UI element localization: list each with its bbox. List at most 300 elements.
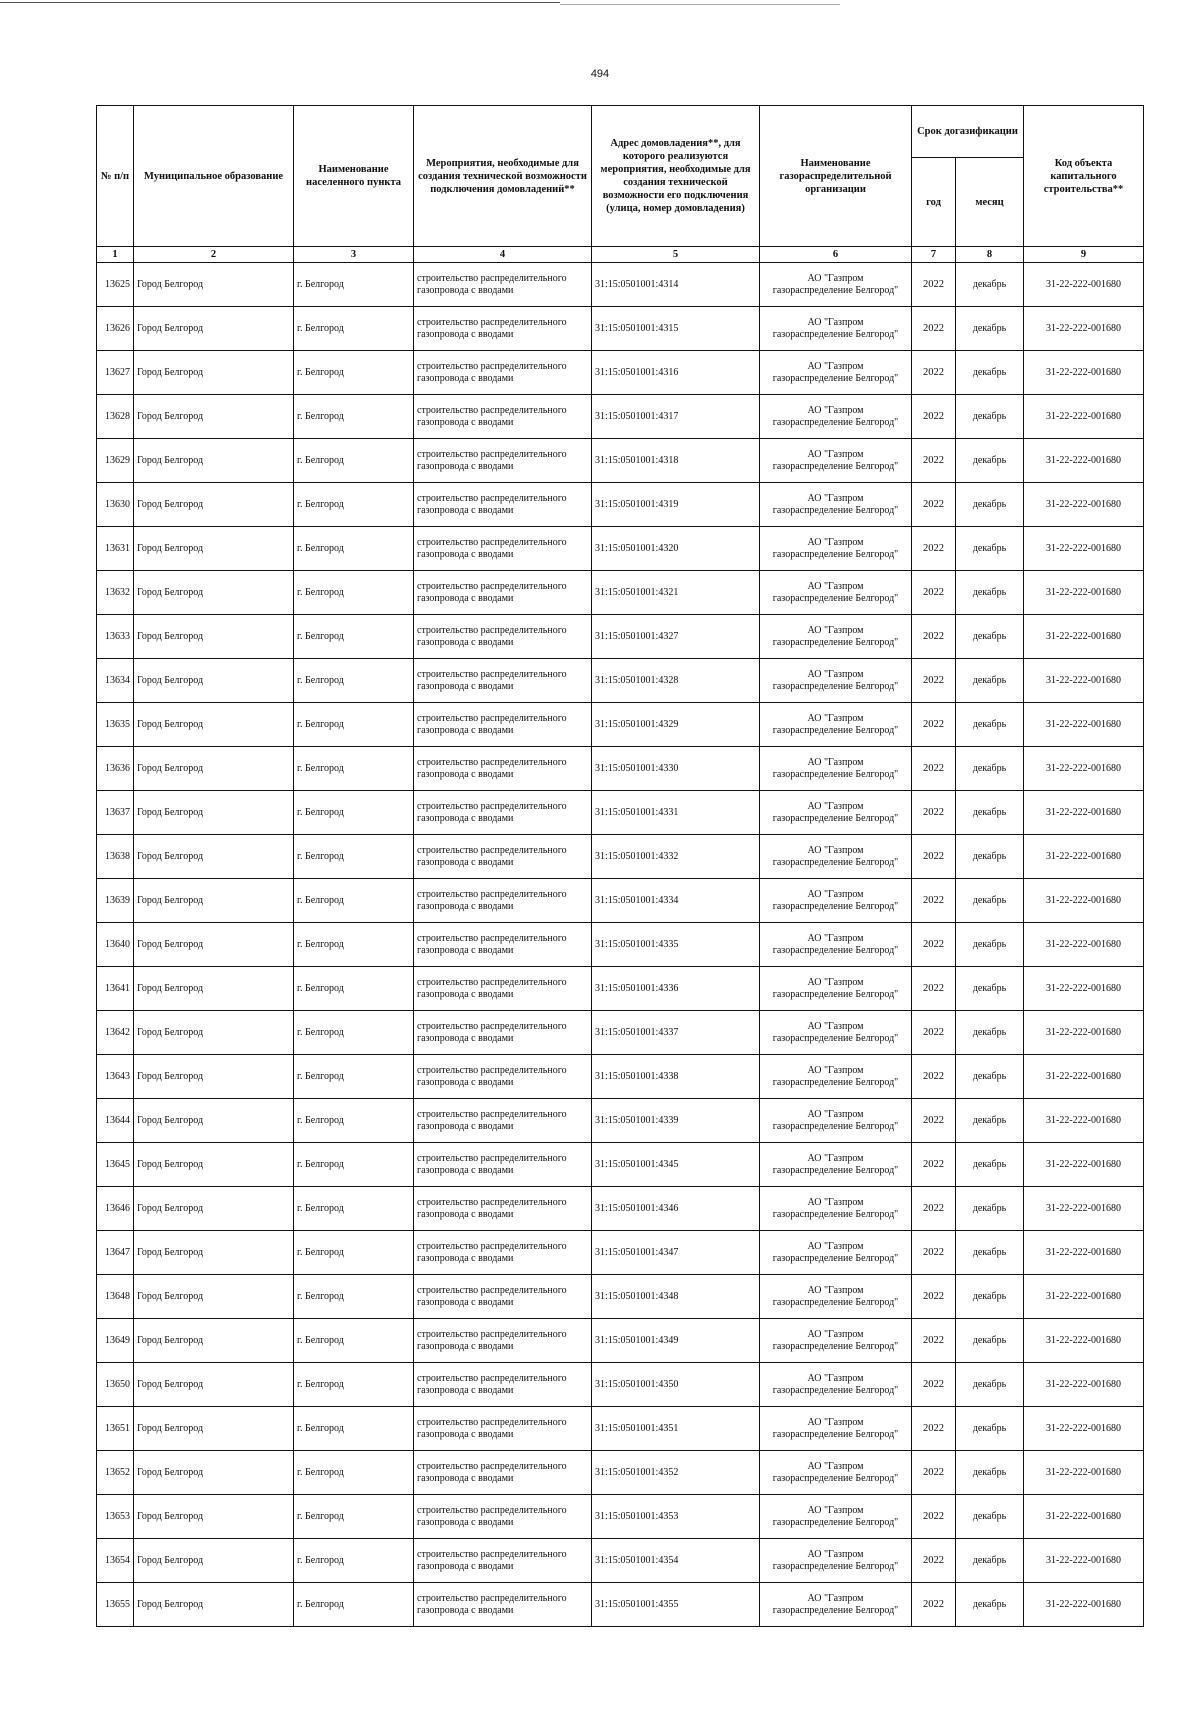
org-name-line-2: газораспределение Белгород"	[772, 1120, 899, 1132]
org-name-line-2: газораспределение Белгород"	[772, 1560, 899, 1572]
table-row	[97, 351, 1144, 395]
row-number: 13635	[97, 703, 134, 747]
org-name-line-1: АО "Газпром	[807, 756, 864, 768]
address-cell: 31:15:0501001:4327	[592, 615, 760, 659]
code-cell: 31-22-222-001680	[1024, 1011, 1144, 1055]
code-cell: 31-22-222-001680	[1024, 615, 1144, 659]
org-name-line-2: газораспределение Белгород"	[772, 856, 899, 868]
org-name-line-1: АО "Газпром	[807, 712, 864, 724]
address-cell: 31:15:0501001:4336	[592, 967, 760, 1011]
org-name-line-1: АО "Газпром	[807, 1196, 864, 1208]
address-cell: 31:15:0501001:4316	[592, 351, 760, 395]
municipality-cell: Город Белгород	[134, 1583, 294, 1627]
month-cell: декабрь	[956, 263, 1024, 307]
address-cell: 31:15:0501001:4355	[592, 1583, 760, 1627]
org-name-line-1: АО "Газпром	[807, 1548, 864, 1560]
code-cell: 31-22-222-001680	[1024, 1539, 1144, 1583]
municipality-cell: Город Белгород	[134, 1275, 294, 1319]
org-name-line-2: газораспределение Белгород"	[772, 988, 899, 1000]
measures-cell: строительство распределительного газопровода с вводами	[414, 1319, 592, 1363]
header-address: Адрес домовладения**, для которого реализуются мероприятия, необходимые для создания технической возможности его подключения (улица, номер домовладения)	[592, 106, 760, 247]
measures-cell: строительство распределительного газопровода с вводами	[414, 1099, 592, 1143]
municipality-cell: Город Белгород	[134, 307, 294, 351]
address-cell: 31:15:0501001:4345	[592, 1143, 760, 1187]
measures-cell: строительство распределительного газопровода с вводами	[414, 307, 592, 351]
measures-cell: строительство распределительного газопровода с вводами	[414, 1275, 592, 1319]
settlement-cell: г. Белгород	[294, 1319, 414, 1363]
year-cell: 2022	[912, 791, 956, 835]
municipality-cell: Город Белгород	[134, 527, 294, 571]
org-name-line-1: АО "Газпром	[807, 1240, 864, 1252]
org-cell	[760, 879, 912, 923]
year-cell: 2022	[912, 307, 956, 351]
measures-cell: строительство распределительного газопровода с вводами	[414, 395, 592, 439]
row-number: 13636	[97, 747, 134, 791]
code-cell: 31-22-222-001680	[1024, 879, 1144, 923]
month-cell: декабрь	[956, 747, 1024, 791]
measures-cell: строительство распределительного газопровода с вводами	[414, 571, 592, 615]
org-cell	[760, 263, 912, 307]
org-name-line-1: АО "Газпром	[807, 1284, 864, 1296]
year-cell: 2022	[912, 1495, 956, 1539]
org-name-line-2: газораспределение Белгород"	[772, 1384, 899, 1396]
org-name-line-1: АО "Газпром	[807, 1460, 864, 1472]
measures-cell: строительство распределительного газопровода с вводами	[414, 439, 592, 483]
org-name-line-2: газораспределение Белгород"	[772, 1076, 899, 1088]
year-cell: 2022	[912, 1143, 956, 1187]
month-cell: декабрь	[956, 1143, 1024, 1187]
org-name-line-1: АО "Газпром	[807, 668, 864, 680]
address-cell: 31:15:0501001:4321	[592, 571, 760, 615]
municipality-cell: Город Белгород	[134, 1495, 294, 1539]
org-cell	[760, 307, 912, 351]
table-body	[97, 263, 1144, 1627]
column-number: 9	[1024, 247, 1144, 263]
code-cell: 31-22-222-001680	[1024, 703, 1144, 747]
settlement-cell: г. Белгород	[294, 791, 414, 835]
settlement-cell: г. Белгород	[294, 1583, 414, 1627]
settlement-cell: г. Белгород	[294, 571, 414, 615]
code-cell: 31-22-222-001680	[1024, 1099, 1144, 1143]
code-cell: 31-22-222-001680	[1024, 967, 1144, 1011]
measures-cell: строительство распределительного газопровода с вводами	[414, 659, 592, 703]
org-name-line-1: АО "Газпром	[807, 1416, 864, 1428]
settlement-cell: г. Белгород	[294, 307, 414, 351]
row-number: 13650	[97, 1363, 134, 1407]
month-cell: декабрь	[956, 923, 1024, 967]
org-name-line-2: газораспределение Белгород"	[772, 1296, 899, 1308]
org-cell	[760, 1055, 912, 1099]
code-cell: 31-22-222-001680	[1024, 1319, 1144, 1363]
address-cell: 31:15:0501001:4315	[592, 307, 760, 351]
header-num: № п/п	[97, 106, 134, 247]
year-cell: 2022	[912, 615, 956, 659]
municipality-cell: Город Белгород	[134, 1363, 294, 1407]
row-number: 13639	[97, 879, 134, 923]
address-cell: 31:15:0501001:4317	[592, 395, 760, 439]
column-numbers-row	[97, 247, 1144, 263]
row-number: 13644	[97, 1099, 134, 1143]
org-cell	[760, 439, 912, 483]
org-name-line-2: газораспределение Белгород"	[772, 504, 899, 516]
org-cell	[760, 1407, 912, 1451]
org-name-line-1: АО "Газпром	[807, 580, 864, 592]
year-cell: 2022	[912, 835, 956, 879]
code-cell: 31-22-222-001680	[1024, 395, 1144, 439]
table-row	[97, 1187, 1144, 1231]
municipality-cell: Город Белгород	[134, 923, 294, 967]
address-cell: 31:15:0501001:4329	[592, 703, 760, 747]
settlement-cell: г. Белгород	[294, 1363, 414, 1407]
settlement-cell: г. Белгород	[294, 1055, 414, 1099]
month-cell: декабрь	[956, 1231, 1024, 1275]
code-cell: 31-22-222-001680	[1024, 659, 1144, 703]
measures-cell: строительство распределительного газопровода с вводами	[414, 483, 592, 527]
header-measures: Мероприятия, необходимые для создания технической возможности подключения домовладений**	[414, 106, 592, 247]
address-cell: 31:15:0501001:4328	[592, 659, 760, 703]
row-number: 13641	[97, 967, 134, 1011]
org-name-line-1: АО "Газпром	[807, 316, 864, 328]
address-cell: 31:15:0501001:4320	[592, 527, 760, 571]
month-cell: декабрь	[956, 879, 1024, 923]
org-cell	[760, 1495, 912, 1539]
month-cell: декабрь	[956, 835, 1024, 879]
month-cell: декабрь	[956, 1187, 1024, 1231]
row-number: 13627	[97, 351, 134, 395]
table-row	[97, 879, 1144, 923]
table-row	[97, 1583, 1144, 1627]
table-row	[97, 1539, 1144, 1583]
org-name-line-1: АО "Газпром	[807, 932, 864, 944]
code-cell: 31-22-222-001680	[1024, 1451, 1144, 1495]
municipality-cell: Город Белгород	[134, 483, 294, 527]
municipality-cell: Город Белгород	[134, 703, 294, 747]
municipality-cell: Город Белгород	[134, 1143, 294, 1187]
year-cell: 2022	[912, 923, 956, 967]
org-cell	[760, 483, 912, 527]
column-number: 3	[294, 247, 414, 263]
address-cell: 31:15:0501001:4332	[592, 835, 760, 879]
measures-cell: строительство распределительного газопровода с вводами	[414, 1143, 592, 1187]
municipality-cell: Город Белгород	[134, 1231, 294, 1275]
org-name-line-2: газораспределение Белгород"	[772, 284, 899, 296]
row-number: 13637	[97, 791, 134, 835]
month-cell: декабрь	[956, 1495, 1024, 1539]
code-cell: 31-22-222-001680	[1024, 1363, 1144, 1407]
row-number: 13643	[97, 1055, 134, 1099]
table-row	[97, 791, 1144, 835]
measures-cell: строительство распределительного газопровода с вводами	[414, 1363, 592, 1407]
measures-cell: строительство распределительного газопровода с вводами	[414, 1451, 592, 1495]
org-name-line-1: АО "Газпром	[807, 624, 864, 636]
address-cell: 31:15:0501001:4338	[592, 1055, 760, 1099]
municipality-cell: Город Белгород	[134, 659, 294, 703]
month-cell: декабрь	[956, 615, 1024, 659]
table-row	[97, 747, 1144, 791]
settlement-cell: г. Белгород	[294, 659, 414, 703]
month-cell: декабрь	[956, 1099, 1024, 1143]
code-cell: 31-22-222-001680	[1024, 263, 1144, 307]
address-cell: 31:15:0501001:4319	[592, 483, 760, 527]
code-cell: 31-22-222-001680	[1024, 439, 1144, 483]
settlement-cell: г. Белгород	[294, 1275, 414, 1319]
year-cell: 2022	[912, 1583, 956, 1627]
municipality-cell: Город Белгород	[134, 879, 294, 923]
table-row	[97, 1143, 1144, 1187]
measures-cell: строительство распределительного газопровода с вводами	[414, 263, 592, 307]
municipality-cell: Город Белгород	[134, 351, 294, 395]
table-row	[97, 1011, 1144, 1055]
org-name-line-1: АО "Газпром	[807, 888, 864, 900]
code-cell: 31-22-222-001680	[1024, 1583, 1144, 1627]
settlement-cell: г. Белгород	[294, 835, 414, 879]
year-cell: 2022	[912, 1539, 956, 1583]
year-cell: 2022	[912, 1231, 956, 1275]
header-settlement: Наименование населенного пункта	[294, 106, 414, 247]
table-row	[97, 527, 1144, 571]
column-number: 7	[912, 247, 956, 263]
org-cell	[760, 1319, 912, 1363]
address-cell: 31:15:0501001:4348	[592, 1275, 760, 1319]
municipality-cell: Город Белгород	[134, 395, 294, 439]
measures-cell: строительство распределительного газопровода с вводами	[414, 351, 592, 395]
table-row	[97, 615, 1144, 659]
column-number: 5	[592, 247, 760, 263]
municipality-cell: Город Белгород	[134, 1319, 294, 1363]
org-cell	[760, 791, 912, 835]
settlement-cell: г. Белгород	[294, 1407, 414, 1451]
code-cell: 31-22-222-001680	[1024, 1055, 1144, 1099]
row-number: 13642	[97, 1011, 134, 1055]
org-name-line-2: газораспределение Белгород"	[772, 1032, 899, 1044]
row-number: 13630	[97, 483, 134, 527]
table-header	[97, 106, 1144, 263]
address-cell: 31:15:0501001:4347	[592, 1231, 760, 1275]
org-name-line-2: газораспределение Белгород"	[772, 592, 899, 604]
org-name-line-2: газораспределение Белгород"	[772, 768, 899, 780]
org-cell	[760, 923, 912, 967]
year-cell: 2022	[912, 703, 956, 747]
address-cell: 31:15:0501001:4339	[592, 1099, 760, 1143]
municipality-cell: Город Белгород	[134, 1187, 294, 1231]
row-number: 13651	[97, 1407, 134, 1451]
org-cell	[760, 571, 912, 615]
code-cell: 31-22-222-001680	[1024, 527, 1144, 571]
column-number: 8	[956, 247, 1024, 263]
year-cell: 2022	[912, 1451, 956, 1495]
address-cell: 31:15:0501001:4353	[592, 1495, 760, 1539]
address-cell: 31:15:0501001:4331	[592, 791, 760, 835]
measures-cell: строительство распределительного газопровода с вводами	[414, 923, 592, 967]
code-cell: 31-22-222-001680	[1024, 1495, 1144, 1539]
year-cell: 2022	[912, 1187, 956, 1231]
org-name-line-2: газораспределение Белгород"	[772, 1252, 899, 1264]
org-name-line-2: газораспределение Белгород"	[772, 460, 899, 472]
table-row	[97, 1495, 1144, 1539]
address-cell: 31:15:0501001:4354	[592, 1539, 760, 1583]
settlement-cell: г. Белгород	[294, 351, 414, 395]
measures-cell: строительство распределительного газопровода с вводами	[414, 1583, 592, 1627]
month-cell: декабрь	[956, 1363, 1024, 1407]
settlement-cell: г. Белгород	[294, 879, 414, 923]
org-name-line-1: АО "Газпром	[807, 272, 864, 284]
year-cell: 2022	[912, 1319, 956, 1363]
month-cell: декабрь	[956, 307, 1024, 351]
row-number: 13634	[97, 659, 134, 703]
row-number: 13647	[97, 1231, 134, 1275]
settlement-cell: г. Белгород	[294, 615, 414, 659]
address-cell: 31:15:0501001:4352	[592, 1451, 760, 1495]
year-cell: 2022	[912, 967, 956, 1011]
row-number: 13646	[97, 1187, 134, 1231]
row-number: 13649	[97, 1319, 134, 1363]
measures-cell: строительство распределительного газопровода с вводами	[414, 967, 592, 1011]
gasification-table	[96, 105, 1144, 1627]
municipality-cell: Город Белгород	[134, 967, 294, 1011]
measures-cell: строительство распределительного газопровода с вводами	[414, 747, 592, 791]
code-cell: 31-22-222-001680	[1024, 747, 1144, 791]
org-name-line-2: газораспределение Белгород"	[772, 1428, 899, 1440]
measures-cell: строительство распределительного газопровода с вводами	[414, 527, 592, 571]
page-number: 494	[590, 68, 610, 80]
address-cell: 31:15:0501001:4351	[592, 1407, 760, 1451]
year-cell: 2022	[912, 351, 956, 395]
org-name-line-1: АО "Газпром	[807, 1108, 864, 1120]
row-number: 13648	[97, 1275, 134, 1319]
row-number: 13655	[97, 1583, 134, 1627]
row-number: 13653	[97, 1495, 134, 1539]
row-number: 13652	[97, 1451, 134, 1495]
settlement-cell: г. Белгород	[294, 703, 414, 747]
year-cell: 2022	[912, 439, 956, 483]
municipality-cell: Город Белгород	[134, 439, 294, 483]
org-name-line-1: АО "Газпром	[807, 976, 864, 988]
row-number: 13633	[97, 615, 134, 659]
org-name-line-1: АО "Газпром	[807, 1152, 864, 1164]
settlement-cell: г. Белгород	[294, 1451, 414, 1495]
table-row	[97, 835, 1144, 879]
header-year: год	[912, 158, 956, 247]
org-name-line-2: газораспределение Белгород"	[772, 900, 899, 912]
org-name-line-1: АО "Газпром	[807, 404, 864, 416]
municipality-cell: Город Белгород	[134, 1055, 294, 1099]
header-municipality: Муниципальное образование	[134, 106, 294, 247]
org-name-line-1: АО "Газпром	[807, 844, 864, 856]
org-name-line-1: АО "Газпром	[807, 536, 864, 548]
year-cell: 2022	[912, 747, 956, 791]
org-cell	[760, 1143, 912, 1187]
settlement-cell: г. Белгород	[294, 967, 414, 1011]
org-name-line-2: газораспределение Белгород"	[772, 328, 899, 340]
table-row	[97, 923, 1144, 967]
year-cell: 2022	[912, 483, 956, 527]
address-cell: 31:15:0501001:4330	[592, 747, 760, 791]
org-cell	[760, 1275, 912, 1319]
month-cell: декабрь	[956, 1275, 1024, 1319]
org-cell	[760, 1363, 912, 1407]
table-row	[97, 1363, 1144, 1407]
measures-cell: строительство распределительного газопровода с вводами	[414, 1187, 592, 1231]
org-name-line-1: АО "Газпром	[807, 1020, 864, 1032]
org-name-line-2: газораспределение Белгород"	[772, 944, 899, 956]
month-cell: декабрь	[956, 1539, 1024, 1583]
row-number: 13625	[97, 263, 134, 307]
org-name-line-1: АО "Газпром	[807, 800, 864, 812]
table-row	[97, 1099, 1144, 1143]
org-name-line-2: газораспределение Белгород"	[772, 1340, 899, 1352]
settlement-cell: г. Белгород	[294, 1011, 414, 1055]
settlement-cell: г. Белгород	[294, 923, 414, 967]
org-cell	[760, 1231, 912, 1275]
settlement-cell: г. Белгород	[294, 263, 414, 307]
address-cell: 31:15:0501001:4349	[592, 1319, 760, 1363]
municipality-cell: Город Белгород	[134, 615, 294, 659]
row-number: 13654	[97, 1539, 134, 1583]
org-name-line-2: газораспределение Белгород"	[772, 812, 899, 824]
column-number: 6	[760, 247, 912, 263]
org-name-line-2: газораспределение Белгород"	[772, 372, 899, 384]
measures-cell: строительство распределительного газопровода с вводами	[414, 835, 592, 879]
measures-cell: строительство распределительного газопровода с вводами	[414, 703, 592, 747]
org-name-line-1: АО "Газпром	[807, 1372, 864, 1384]
org-cell	[760, 395, 912, 439]
org-name-line-2: газораспределение Белгород"	[772, 680, 899, 692]
org-cell	[760, 659, 912, 703]
org-name-line-2: газораспределение Белгород"	[772, 1604, 899, 1616]
month-cell: декабрь	[956, 1055, 1024, 1099]
address-cell: 31:15:0501001:4337	[592, 1011, 760, 1055]
code-cell: 31-22-222-001680	[1024, 1407, 1144, 1451]
org-cell	[760, 1539, 912, 1583]
month-cell: декабрь	[956, 571, 1024, 615]
table-row	[97, 307, 1144, 351]
settlement-cell: г. Белгород	[294, 483, 414, 527]
row-number: 13632	[97, 571, 134, 615]
org-name-line-1: АО "Газпром	[807, 360, 864, 372]
year-cell: 2022	[912, 879, 956, 923]
org-name-line-2: газораспределение Белгород"	[772, 1208, 899, 1220]
table-row	[97, 659, 1144, 703]
settlement-cell: г. Белгород	[294, 1231, 414, 1275]
month-cell: декабрь	[956, 1583, 1024, 1627]
settlement-cell: г. Белгород	[294, 1143, 414, 1187]
code-cell: 31-22-222-001680	[1024, 571, 1144, 615]
code-cell: 31-22-222-001680	[1024, 791, 1144, 835]
table-row	[97, 1407, 1144, 1451]
measures-cell: строительство распределительного газопровода с вводами	[414, 1495, 592, 1539]
month-cell: декабрь	[956, 791, 1024, 835]
org-name-line-2: газораспределение Белгород"	[772, 1516, 899, 1528]
month-cell: декабрь	[956, 1451, 1024, 1495]
org-name-line-1: АО "Газпром	[807, 1504, 864, 1516]
code-cell: 31-22-222-001680	[1024, 835, 1144, 879]
row-number: 13628	[97, 395, 134, 439]
code-cell: 31-22-222-001680	[1024, 1187, 1144, 1231]
settlement-cell: г. Белгород	[294, 395, 414, 439]
org-cell	[760, 615, 912, 659]
row-number: 13640	[97, 923, 134, 967]
municipality-cell: Город Белгород	[134, 1539, 294, 1583]
org-name-line-2: газораспределение Белгород"	[772, 724, 899, 736]
settlement-cell: г. Белгород	[294, 1099, 414, 1143]
scan-line-top	[0, 2, 560, 3]
code-cell: 31-22-222-001680	[1024, 923, 1144, 967]
year-cell: 2022	[912, 395, 956, 439]
measures-cell: строительство распределительного газопровода с вводами	[414, 615, 592, 659]
code-cell: 31-22-222-001680	[1024, 307, 1144, 351]
org-name-line-1: АО "Газпром	[807, 448, 864, 460]
year-cell: 2022	[912, 659, 956, 703]
